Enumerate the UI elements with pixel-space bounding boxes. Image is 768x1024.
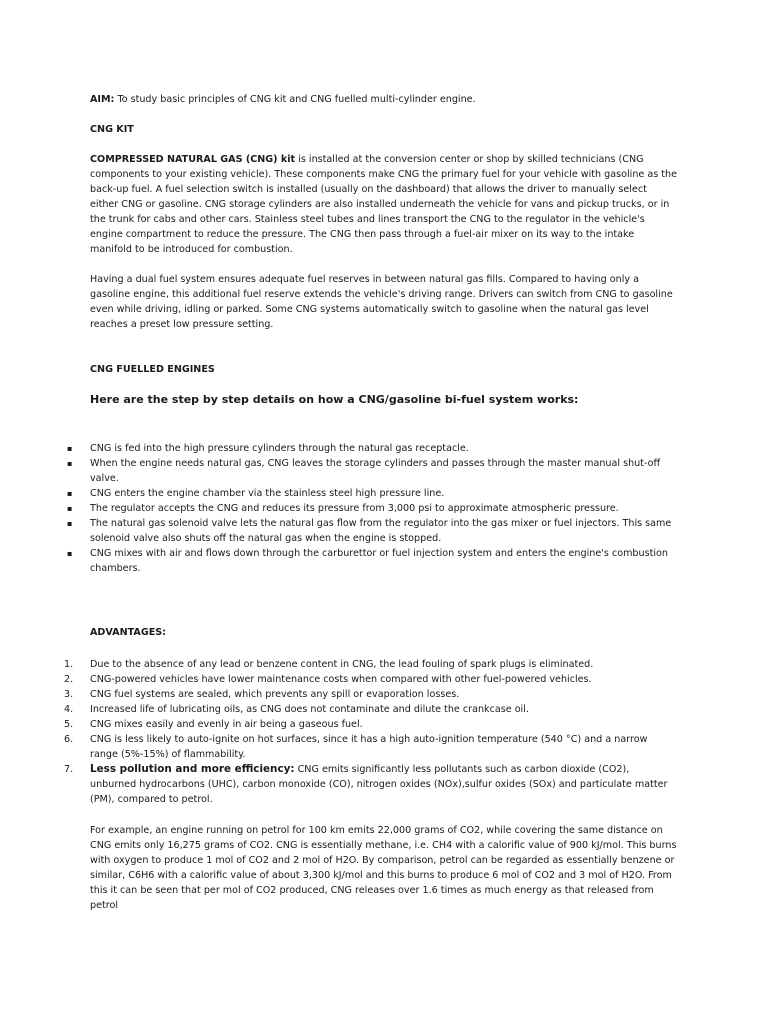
list-number: 7. xyxy=(64,764,74,775)
list-item-text: Increased life of lubricating oils, as CNG does not contaminate and dilute the crankcase oil. xyxy=(90,704,529,715)
aim-paragraph xyxy=(90,92,678,107)
list-item-text: CNG-powered vehicles have lower maintenance costs when compared with other fuel-powered vehicles. xyxy=(90,674,592,685)
list-item-text: Due to the absence of any lead or benzene content in CNG, the lead fouling of spark plugs is eliminated. xyxy=(90,659,594,670)
list-item-text: CNG mixes with air and flows down through the carburettor or fuel injection system and enters the engine's combustion chambers. xyxy=(90,548,668,574)
list-item xyxy=(0,687,678,702)
list-item xyxy=(0,717,678,732)
list-number: 5. xyxy=(64,719,74,730)
dual-fuel-paragraph: Having a dual fuel system ensures adequate fuel reserves in between natural gas fills. Compared to having only a gasoline engine, this additional fuel reserve extends the vehicle's driving range. Drivers can switch from CNG to gasoline even while driving, idling or parked. Some CNG systems automatically switch to gasoline when the natural gas level reaches a preset low pressure setting. xyxy=(90,274,673,330)
list-item xyxy=(0,672,678,687)
advantages-list xyxy=(0,657,700,807)
cng-kit-heading: CNG KIT xyxy=(90,124,134,135)
list-item-text: CNG is less likely to auto-ignite on hot surfaces, since it has a high auto-ignition temperature (540 °C) and a narrow range (5%-15%) of flammability. xyxy=(90,734,648,760)
list-item xyxy=(0,657,678,672)
list-item-text: CNG fuel systems are sealed, which prevents any spill or evaporation losses. xyxy=(90,689,460,700)
bullet-icon: ▪ xyxy=(67,444,73,453)
aim-text: To study basic principles of CNG kit and CNG fuelled multi-cylinder engine. xyxy=(114,94,476,105)
list-item xyxy=(0,702,678,717)
list-item-text: The natural gas solenoid valve lets the natural gas flow from the regulator into the gas mixer or fuel injectors. This same solenoid valve also shuts off the natural gas when the engine is stopped. xyxy=(90,518,672,544)
list-number: 1. xyxy=(64,659,74,670)
list-item-text: CNG emits significantly less pollutants such as carbon dioxide (CO2), unburned hydrocarbons (UHC), carbon monoxide (CO), nitrogen oxides (NOx),sulfur oxides (SOx) and particulate matter (PM), compared to petrol. xyxy=(90,764,668,805)
bullet-icon: ▪ xyxy=(67,504,73,513)
cng-engines-subheading: Here are the step by step details on how a CNG/gasoline bi-fuel system works: xyxy=(90,393,579,406)
cng-kit-intro-bold: COMPRESSED NATURAL GAS (CNG) kit xyxy=(90,154,296,165)
example-paragraph: For example, an engine running on petrol for 100 km emits 22,000 grams of CO2, while covering the same distance on CNG emits only 16,275 grams of CO2. CNG is essentially methane, i.e. CH4 with a calorific value of 900 kJ/mol. This burns with oxygen to produce 1 mol of CO2 and 2 mol of H2O. By comparison, petrol can be regarded as essentially benzene or similar, C6H6 with a calorific value of about 3,300 kJ/mol and this burns to produce 6 mol of CO2 and 3 mol of H2O. From this it can be seen that per mol of CO2 produced, CNG releases over 1.6 times as much energy as that released from petrol xyxy=(90,825,677,911)
list-item-lead: Less pollution and more efficiency: xyxy=(90,763,295,775)
aim-label: AIM: xyxy=(90,94,115,105)
list-item-text: The regulator accepts the CNG and reduces its pressure from 3,000 psi to approximate atmospheric pressure. xyxy=(90,503,619,514)
list-number: 3. xyxy=(64,689,74,700)
cng-kit-intro-paragraph xyxy=(90,152,678,257)
list-item-text: CNG is fed into the high pressure cylinders through the natural gas receptacle. xyxy=(90,443,469,454)
list-item xyxy=(0,501,678,516)
bi-fuel-steps-list xyxy=(0,441,700,576)
advantages-heading: ADVANTAGES: xyxy=(90,627,167,638)
list-item xyxy=(0,456,678,486)
list-item-text: When the engine needs natural gas, CNG leaves the storage cylinders and passes through the master manual shut-off valve. xyxy=(90,458,661,484)
bullet-icon: ▪ xyxy=(67,489,73,498)
list-item xyxy=(0,732,678,762)
list-item xyxy=(0,516,678,546)
list-item xyxy=(0,762,678,807)
list-item-text: CNG mixes easily and evenly in air being a gaseous fuel. xyxy=(90,719,363,730)
list-number: 2. xyxy=(64,674,74,685)
bullet-icon: ▪ xyxy=(67,519,73,528)
cng-kit-intro-text: is installed at the conversion center or shop by skilled technicians (CNG components to your existing vehicle). These components make CNG the primary fuel for your vehicle with gasoline as the back-up fuel. A fuel selection switch is installed (usually on the dashboard) that allows the driver to manually select either CNG or gasoline. CNG storage cylinders are also installed underneath the vehicle for vans and pickup trucks, or in the trunk for cabs and other cars. Stainless steel tubes and lines transport the CNG to the regulator in the vehicle's engine compartment to reduce the pressure. The CNG then pass through a fuel-air mixer on its way to the intake manifold to be introduced for combustion. xyxy=(90,154,678,255)
list-item-text: CNG enters the engine chamber via the stainless steel high pressure line. xyxy=(90,488,445,499)
list-item xyxy=(0,486,678,501)
list-item xyxy=(0,546,678,576)
list-number: 6. xyxy=(64,734,74,745)
list-item xyxy=(0,441,678,456)
bullet-icon: ▪ xyxy=(67,549,73,558)
bullet-icon: ▪ xyxy=(67,459,73,468)
cng-engines-heading: CNG FUELLED ENGINES xyxy=(90,364,215,375)
list-number: 4. xyxy=(64,704,74,715)
